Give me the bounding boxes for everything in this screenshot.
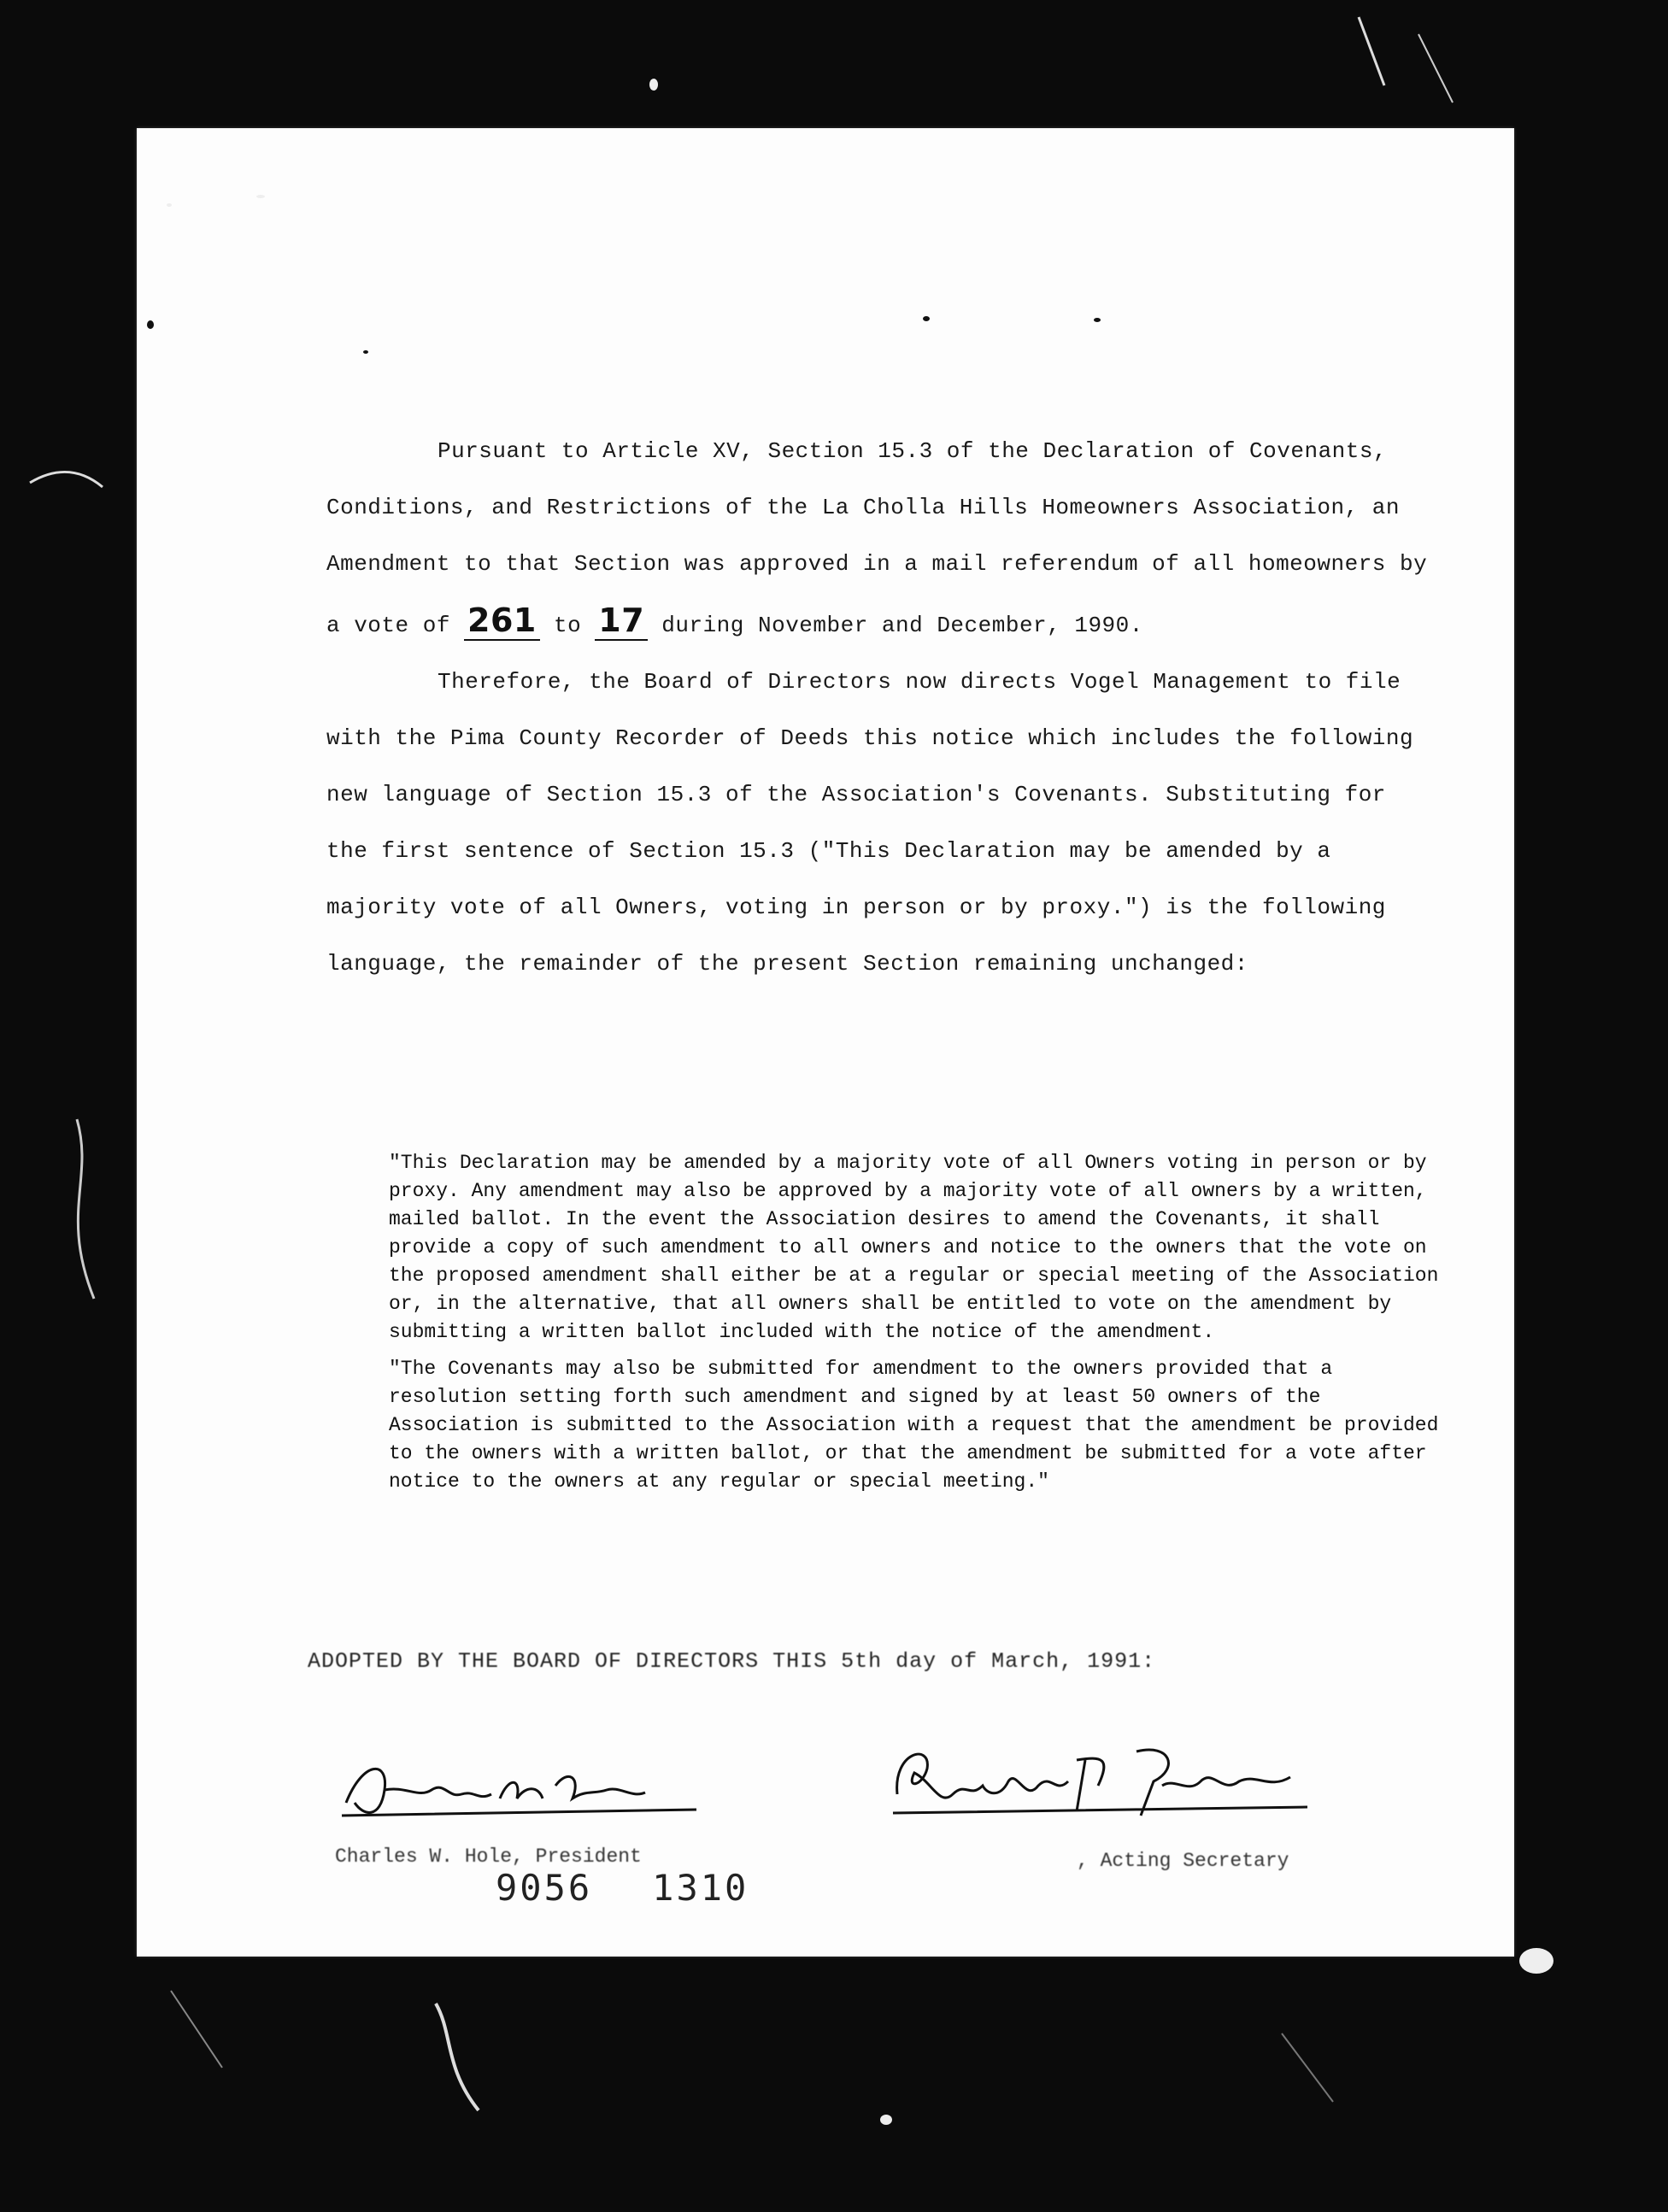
body-text (326, 423, 1437, 992)
quote-paragraph-2: "The Covenants may also be submitted for amendment to the owners provided that a resolution setting forth such amendment and signed by at least 50 owners of the Association is submitted to the Association with a request that the amendment be provided to the owners with a written ballot, or that the amendment be submitted for a vote after notice to the owners at any regular or special meeting." (389, 1358, 1439, 1493)
votes-against: 17 (595, 601, 648, 641)
recording-numbers (496, 1867, 808, 1909)
votes-for: 261 (464, 601, 540, 641)
secretary-title: , Acting Secretary (1077, 1850, 1289, 1872)
president-signature (338, 1751, 705, 1828)
paragraph-referendum (326, 423, 1437, 654)
amendment-quote (389, 1149, 1448, 1505)
paragraph-directive: Therefore, the Board of Directors now directs Vogel Management to file with the Pima County Recorder of Deeds this notice which includes the following new language of Section 15.3 of the Association's Covenants. Substituting for the first sentence of Section 15.3 ("This Declaration may be amended by a majority vote of all Owners, voting in person or by proxy.") is the following language, the remainder of the present Section remaining unchanged: (326, 669, 1414, 977)
paragraph-referendum-text: Pursuant to Article XV, Section 15.3 of the Declaration of Covenants, Conditions, and Restrictions of the La Cholla Hills Homeowners Association, an Amendment to that Section was approved in a mail referendum of all homeowners by a vote of (326, 438, 1428, 638)
adopted-line: ADOPTED BY THE BOARD OF DIRECTORS THIS 5th day of March, 1991: (308, 1649, 1156, 1674)
scan-speck (880, 2115, 892, 2125)
scan-speck (1519, 1948, 1553, 1974)
page-number: 1310 (652, 1867, 749, 1909)
scan-speck (649, 79, 658, 91)
secretary-signature (880, 1734, 1324, 1828)
docket-number: 9056 (496, 1867, 593, 1909)
scan-speck (923, 316, 930, 321)
scan-speck (1094, 318, 1101, 322)
document-page (137, 128, 1514, 1957)
quote-paragraph-1: "This Declaration may be amended by a majority vote of all Owners voting in person or by proxy. Any amendment may also be approved by a majority vote of all owners by a written, mailed ballot. In the event the Association desires to amend the Covenants, it shall provide a copy of such amendment to all owners and notice to the owners that the vote on the proposed amendment shall either be at a regular or special meeting of the Association or, in the alternative, that all owners shall be entitled to vote on the amendment by submitting a written ballot included with the notice of the amendment. (389, 1152, 1439, 1343)
paragraph-referendum-end: during November and December, 1990. (648, 613, 1143, 638)
president-name: Charles W. Hole, President (335, 1845, 642, 1868)
scan-speck (256, 195, 265, 198)
scan-speck (147, 320, 154, 329)
scan-speck (363, 350, 368, 354)
scan-speck (167, 203, 172, 207)
vote-separator: to (539, 613, 596, 638)
